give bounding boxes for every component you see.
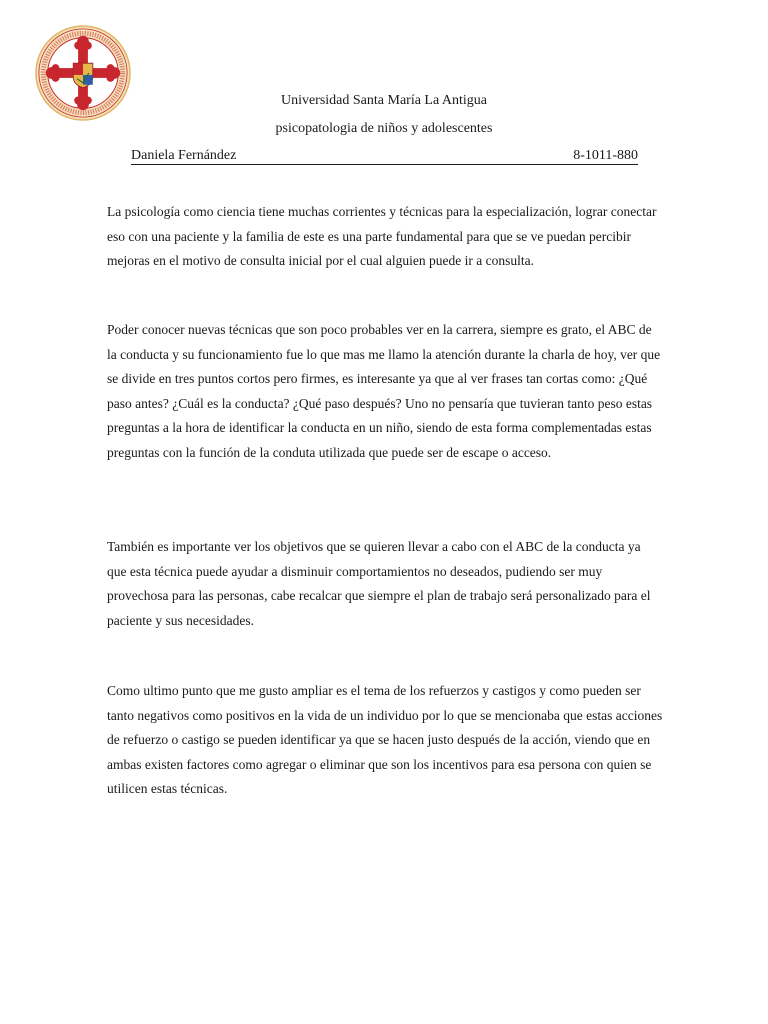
author-name: Daniela Fernández bbox=[131, 148, 237, 163]
paragraph-1: La psicología como ciencia tiene muchas corrientes y técnicas para la especialización, lograr conectar eso con una paciente y la familia de este es una parte fundamental para que se ve puedan percibir mejoras en el motivo de consulta inicial por el cual alguien puede ir a consulta. bbox=[107, 204, 657, 268]
university-name: Universidad Santa María La Antigua bbox=[280, 93, 488, 108]
student-id: 8-1011-880 bbox=[573, 148, 638, 163]
paragraph-2: Poder conocer nuevas técnicas que son poco probables ver en la carrera, siempre es grato, el ABC de la conducta y su funcionamiento fue lo que mas me llamo la atención durante la charla de hoy, ver que se divide en tres puntos cortos pero firmes, es interesante ya que al ver frases tan cortas como: ¿Qué paso antes? ¿Cuál es la conducta? ¿Qué paso después? Uno no pensaría que tuvieran tanto peso estas preguntas a la hora de identificar la conducta en un niño, siendo de esta forma complementadas estas preguntas con la función de la conduta utilizada que puede ser de escape o acceso. bbox=[107, 322, 661, 460]
course-name: psicopatologia de niños y adolescentes bbox=[275, 121, 493, 136]
author-row bbox=[131, 148, 638, 165]
paragraph-4: Como ultimo punto que me gusto ampliar es el tema de los refuerzos y castigos y como pueden ser tanto negativos como positivos en la vida de un individuo por lo que se mencionaba que estas acciones de refuerzo o castigo se pueden identificar ya que se hacen justo después de la acción, viendo que en ambas existen factores como agregar o eliminar que son los incentivos para esa persona con quien se utilicen estas técnicas. bbox=[107, 683, 663, 796]
paragraph-3: También es importante ver los objetivos que se quieren llevar a cabo con el ABC de la conducta ya que esta técnica puede ayudar a disminuir comportamientos no deseados, pudiendo ser muy provechosa para las personas, cabe recalcar que siempre el plan de trabajo será personalizado para el paciente y sus necesidades. bbox=[107, 539, 651, 628]
